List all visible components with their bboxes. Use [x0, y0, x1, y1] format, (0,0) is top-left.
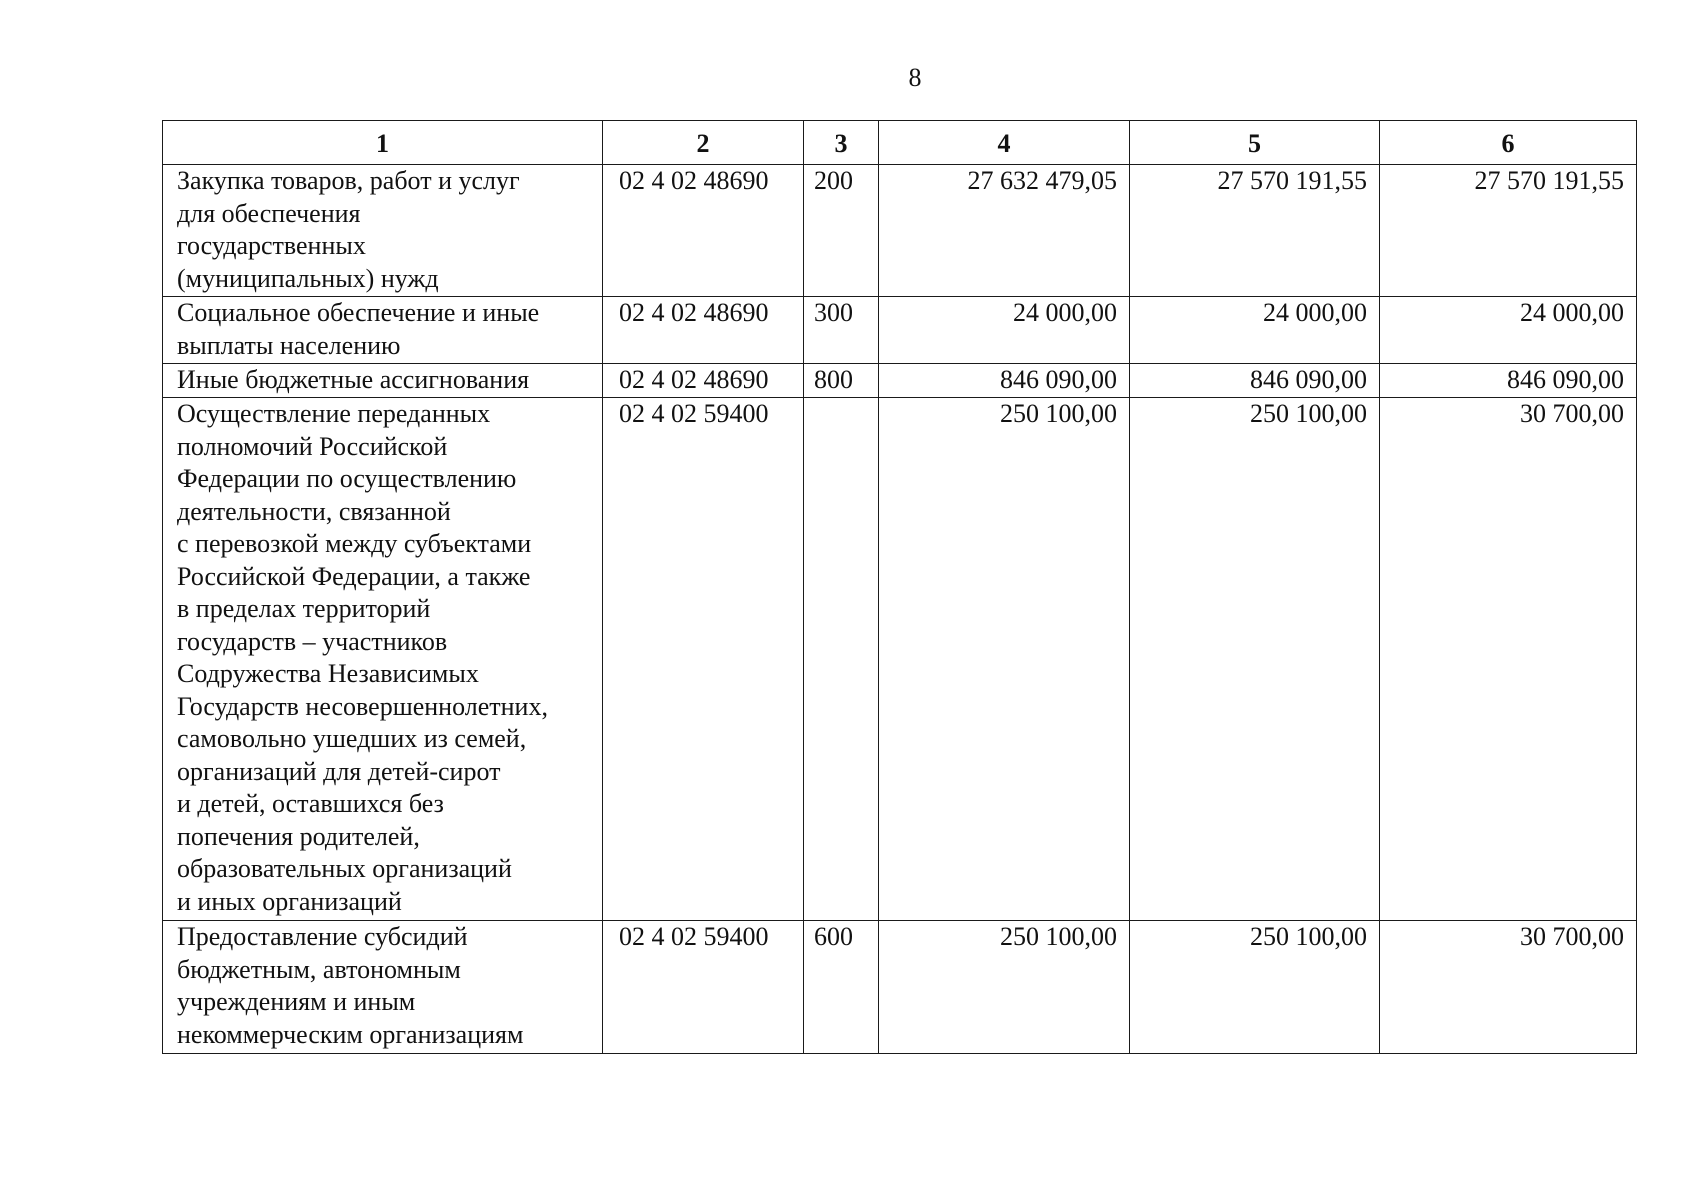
table-row	[163, 398, 1637, 921]
row-name-cell: Осуществление переданных полномочий Российской Федерации по осуществлению деятельности, связанной с перевозкой между субъектами Российской Федерации, а также в пределах территорий государств – участников Содружества Независимых Государств несовершеннолетних, самовольно ушедших из семей, организаций для детей-сирот и детей, оставшихся без попечения родителей, образовательных организаций и иных организаций	[163, 398, 603, 921]
row-value-5-cell: 250 100,00	[1130, 398, 1380, 921]
row-name-cell: Закупка товаров, работ и услуг для обеспечения государственных (муниципальных) нужд	[163, 165, 603, 297]
row-name-cell: Социальное обеспечение и иные выплаты населению	[163, 297, 603, 364]
table-row	[163, 297, 1637, 364]
row-value-4-cell: 250 100,00	[879, 398, 1130, 921]
row-code-cell: 02 4 02 48690	[603, 165, 804, 297]
row-value-4-cell: 27 632 479,05	[879, 165, 1130, 297]
row-code-cell: 02 4 02 48690	[603, 297, 804, 364]
row-type-cell: 200	[804, 165, 879, 297]
row-code-cell: 02 4 02 59400	[603, 398, 804, 921]
column-header-4: 4	[879, 121, 1130, 165]
row-code-cell: 02 4 02 59400	[603, 921, 804, 1054]
row-value-6-cell: 846 090,00	[1380, 364, 1637, 398]
row-type-cell: 600	[804, 921, 879, 1054]
row-name-cell: Иные бюджетные ассигнования	[163, 364, 603, 398]
row-type-cell	[804, 398, 879, 921]
row-value-6-cell: 24 000,00	[1380, 297, 1637, 364]
row-value-6-cell: 30 700,00	[1380, 398, 1637, 921]
row-value-5-cell: 250 100,00	[1130, 921, 1380, 1054]
row-name-cell: Предоставление субсидий бюджетным, автономным учреждениям и иным некоммерческим организациям	[163, 921, 603, 1054]
table-row	[163, 165, 1637, 297]
row-value-4-cell: 250 100,00	[879, 921, 1130, 1054]
page-number: 8	[908, 63, 922, 92]
row-value-4-cell: 24 000,00	[879, 297, 1130, 364]
row-value-5-cell: 27 570 191,55	[1130, 165, 1380, 297]
column-header-6: 6	[1380, 121, 1637, 165]
row-type-cell: 800	[804, 364, 879, 398]
row-code-cell: 02 4 02 48690	[603, 364, 804, 398]
budget-table	[162, 120, 1637, 1054]
row-value-5-cell: 846 090,00	[1130, 364, 1380, 398]
row-value-6-cell: 30 700,00	[1380, 921, 1637, 1054]
column-header-2: 2	[603, 121, 804, 165]
table-header-row	[163, 121, 1637, 165]
column-header-5: 5	[1130, 121, 1380, 165]
table-row	[163, 364, 1637, 398]
row-value-4-cell: 846 090,00	[879, 364, 1130, 398]
row-type-cell: 300	[804, 297, 879, 364]
row-value-6-cell: 27 570 191,55	[1380, 165, 1637, 297]
column-header-1: 1	[163, 121, 603, 165]
row-value-5-cell: 24 000,00	[1130, 297, 1380, 364]
table-row	[163, 921, 1637, 1054]
column-header-3: 3	[804, 121, 879, 165]
